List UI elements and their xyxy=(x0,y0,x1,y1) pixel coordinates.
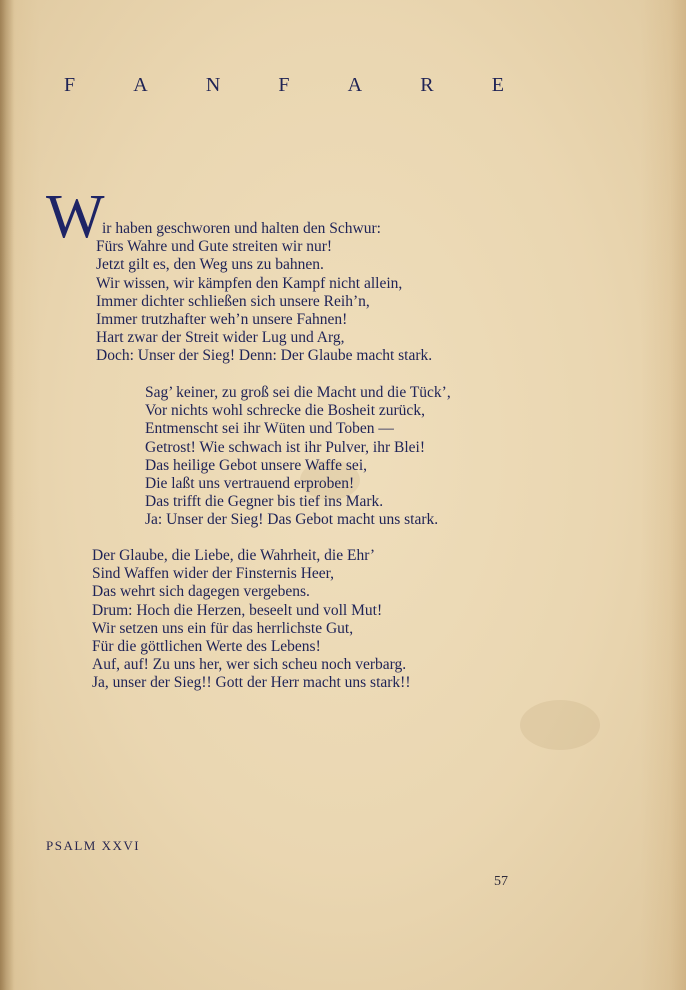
poem-line: Entmenscht sei ihr Wüten und Toben — xyxy=(145,420,394,438)
paper-stain xyxy=(520,700,600,750)
title-letter: N xyxy=(205,74,221,96)
poem-line: Immer trutzhafter weh’n unsere Fahnen! xyxy=(96,311,348,328)
poem-line: Vor nichts wohl schrecke die Bosheit zurück, xyxy=(145,402,425,420)
footer-label: PSALM XXVI xyxy=(46,838,141,853)
title-letter: F xyxy=(64,74,76,96)
poem-line: Jetzt gilt es, den Weg uns zu bahnen. xyxy=(96,256,324,274)
poem-line: Für die göttlichen Werte des Lebens! xyxy=(92,638,321,655)
poem-line: Fürs Wahre und Gute streiten wir nur! xyxy=(96,238,333,256)
poem-line: Wir wissen, wir kämpfen den Kampf nicht allein, xyxy=(96,274,403,292)
title-letter: A xyxy=(347,74,363,96)
poem-line: Auf, auf! Zu uns her, wer sich scheu noch verbarg. xyxy=(92,656,407,674)
drop-cap: W xyxy=(46,183,105,251)
title-letter: F xyxy=(278,74,290,96)
poem-line: Ja, unser der Sieg!! Gott der Herr macht uns stark!! xyxy=(92,674,411,692)
poem-line: Wir setzen uns ein für das herrlichste Gut, xyxy=(92,619,354,637)
poem-line: Sind Waffen wider der Finsternis Heer, xyxy=(92,565,335,583)
poem-line: Sag’ keiner, zu groß sei die Macht und die Tück’, xyxy=(145,384,451,401)
poem-line: Das wehrt sich dagegen vergebens. xyxy=(92,583,310,601)
poem-line: ir haben geschworen und halten den Schwur: xyxy=(102,220,381,237)
title-letter: A xyxy=(133,74,148,96)
title-letter: R xyxy=(420,74,434,96)
poem-line: Ja: Unser der Sieg! Das Gebot macht uns stark. xyxy=(145,511,439,529)
poem-line: Doch: Unser der Sieg! Denn: Der Glaube macht stark. xyxy=(96,347,433,365)
poem-line: Hart zwar der Streit wider Lug und Arg, xyxy=(96,329,345,347)
poem-line: Das heilige Gebot unsere Waffe sei, xyxy=(145,456,367,474)
spine-shadow xyxy=(0,0,14,990)
poem-line: Drum: Hoch die Herzen, beseelt und voll Mut! xyxy=(92,601,383,619)
poem-line: Getrost! Wie schwach ist ihr Pulver, ihr Blei! xyxy=(145,438,425,456)
poem-line: Das trifft die Gegner bis tief ins Mark. xyxy=(145,493,384,511)
poem-line: Die laßt uns vertrauend erproben! xyxy=(145,475,355,492)
poem-line: Der Glaube, die Liebe, die Wahrheit, die Ehr’ xyxy=(92,547,376,564)
title-letter: E xyxy=(491,74,504,96)
page-number: 57 xyxy=(494,874,508,889)
poem-title xyxy=(64,74,504,97)
poem-line: Immer dichter schließen sich unsere Reih’n, xyxy=(96,292,370,310)
